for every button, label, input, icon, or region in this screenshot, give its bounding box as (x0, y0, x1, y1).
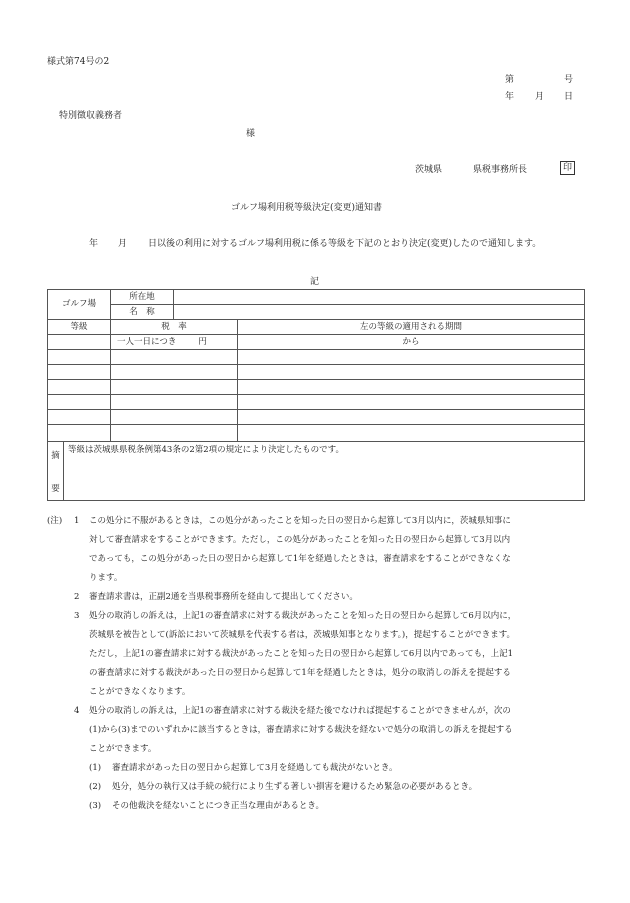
note-2-number: 2 (74, 592, 80, 602)
note-1-line: 対して審査請求をすることができます。ただし，この処分があったことを知った日の翌日から起算して3月以内 (89, 535, 511, 545)
seal-mark: 印 (560, 161, 575, 175)
note-2-line: 審査請求書は，正副2通を当県税事務所を経由して提出してください。 (89, 592, 358, 602)
per-person-cell (111, 335, 238, 350)
intro-text: 日以後の利用に対するゴルフ場利用税に係る等級を下記のとおり決定(変更)したので通知します。 (148, 239, 542, 249)
table-row (48, 380, 585, 395)
issuer-prefecture: 茨城県 (415, 165, 443, 175)
sub-3-number: (3) (89, 801, 102, 811)
table-row (48, 395, 585, 410)
per-person-label: 一人一日につき (117, 336, 177, 347)
date-year: 年 (505, 92, 515, 102)
note-1-line: この処分に不服があるときは，この処分があったことを知った日の翌日から起算して3月以内に，茨城県知事に (89, 516, 511, 526)
location-value (174, 290, 585, 305)
notes-label: (注) (47, 516, 63, 526)
note-1-number: 1 (74, 516, 80, 526)
period-header: 左の等級の適用される期間 (238, 320, 585, 335)
sub-1-text: 審査請求があった日の翌日から起算して3月を経過しても裁決がないとき。 (112, 763, 398, 773)
note-1-line: であっても，この処分があった日の翌日から起算して1年を経過したときは，審査請求をすることができなくな (89, 554, 511, 564)
sub-1-number: (1) (89, 763, 102, 773)
table-row (48, 365, 585, 380)
grade-table (47, 289, 585, 501)
remarks-row (48, 442, 585, 501)
table-row (48, 410, 585, 425)
note-3-line: 処分の取消しの訴えは，上記1の審査請求に対する裁決があったことを知った日の翌日から起算して6月以内に， (89, 611, 517, 621)
sub-3-text: その他裁決を経ないことにつき正当な理由があるとき。 (112, 801, 324, 811)
addressee-sama: 様 (246, 129, 256, 139)
date-month: 月 (535, 92, 545, 102)
note-1-line: ります。 (89, 573, 123, 583)
ki-heading: 記 (310, 277, 320, 287)
sub-2-text: 処分，処分の執行又は手続の続行により生ずる著しい損害を避けるため緊急の必要があるとき。 (112, 782, 478, 792)
note-4-line: 処分の取消しの訴えは，上記1の審査請求に対する裁決を経た後でなければ提起することができませんが，次の (89, 706, 511, 716)
tax-rate-header: 税 率 (111, 320, 238, 335)
golf-course-label: ゴルフ場 (48, 290, 111, 320)
yen-label: 円 (198, 336, 207, 347)
note-3-line: ことができなくなります。 (89, 687, 191, 697)
table-row (48, 335, 585, 350)
note-3-number: 3 (74, 611, 80, 621)
note-4-number: 4 (74, 706, 80, 716)
table-row (48, 350, 585, 365)
document-title: ゴルフ場利用税等級決定(変更)通知書 (231, 203, 383, 213)
addressee: 特別徴収義務者 (59, 111, 123, 121)
note-3-line: 茨城県を被告として(訴訟において茨城県を代表する者は，茨城県知事となります。)，提起することができます。 (89, 630, 516, 640)
form-number: 様式第74号の2 (47, 57, 110, 67)
number-dai: 第 (505, 75, 515, 85)
kara-cell: から (238, 335, 585, 350)
note-3-line: の審査請求に対する裁決があった日の翌日から起算して1年を経過したときは，処分の取消しの訴えを提起する (89, 668, 511, 678)
sub-2-number: (2) (89, 782, 102, 792)
note-4-line: ことができます。 (89, 744, 157, 754)
date-day: 日 (564, 92, 574, 102)
remarks-label-top: 摘 (51, 451, 60, 461)
number-go: 号 (564, 75, 574, 85)
table-row (48, 425, 585, 442)
note-3-line: ただし，上記1の審査請求に対する裁決があったことを知った日の翌日から起算して6月以内であっても，上記1 (89, 649, 514, 659)
grade-header: 等級 (48, 320, 111, 335)
name-value (174, 305, 585, 320)
issuer-office: 県税事務所長 (473, 165, 528, 175)
remarks-text: 等級は茨城県県税条例第43条の2第2項の規定により決定したものです。 (68, 445, 344, 455)
intro-year: 年 (89, 239, 99, 249)
note-4-line: (1)から(3)までのいずれかに該当するときは，審査請求に対する裁決を経ないで処分の取消しの訴えを提起する (89, 725, 513, 735)
remarks-label-bottom: 要 (51, 484, 60, 494)
name-label: 名 称 (111, 305, 174, 320)
location-label: 所在地 (111, 290, 174, 305)
intro-month: 月 (118, 239, 128, 249)
